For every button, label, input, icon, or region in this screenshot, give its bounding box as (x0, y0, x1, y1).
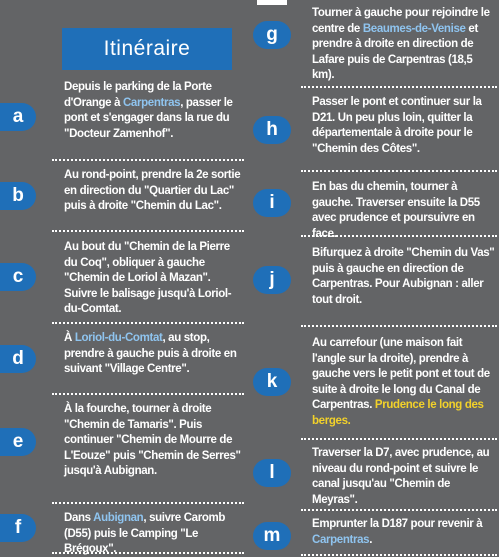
step-b-badge: b (0, 182, 36, 210)
step-k-text (312, 336, 497, 429)
top-bar-decoration (257, 0, 287, 5)
step-divider (301, 325, 497, 327)
page-title: Itinéraire (103, 37, 191, 60)
place-name-highlight: Carpentras (122, 96, 181, 109)
step-b-text (64, 168, 244, 215)
place-name-highlight: Aubignan (93, 512, 144, 524)
step-divider (301, 86, 497, 88)
step-e-badge: e (0, 428, 36, 456)
step-divider (301, 235, 497, 237)
step-d-badge: d (0, 345, 36, 373)
left-column (0, 0, 249, 557)
step-i-badge: i (253, 189, 291, 217)
step-text-run: À (64, 332, 75, 344)
step-text-run: et prendre à droite en direction de Lafare puis de Carpentras (18,5 km). (312, 22, 478, 81)
step-text-run: Au bout du "Chemin de la Pierre du Coq", obliquer à gauche "Chemin de Loriol à Mazan". Suivre le balisage jusqu'à Loriol-du-Comtat. (64, 241, 232, 315)
step-divider (52, 502, 244, 504)
step-g-text (312, 6, 497, 84)
step-text-run: Depuis le parking de la Porte d'Orange à (64, 81, 212, 109)
step-divider (301, 509, 497, 511)
step-i-text (312, 180, 497, 242)
step-f-badge: f (0, 514, 36, 542)
step-f-text (64, 511, 244, 557)
step-c-badge: c (0, 263, 36, 291)
step-k-badge: k (253, 368, 291, 396)
step-l-badge: l (253, 459, 291, 487)
step-divider (52, 393, 244, 395)
step-h-badge: h (253, 116, 291, 144)
step-j-badge: j (253, 266, 291, 294)
step-text-run: Traverser la D7, avec prudence, au niveau du rond-point et suivre le canal jusqu'au "Chemin de Meyras". (312, 447, 490, 506)
place-name-highlight: Carpentras (312, 533, 370, 546)
step-text-run: Au carrefour (une maison fait l'angle sur la droite), prendre à gauche vers le petit pont et tout de suite à droite le long du Canal de Carpentras. (312, 337, 490, 411)
step-text-run: . (369, 533, 373, 546)
step-text-run: À la fourche, tourner à droite "Chemin de Tamaris". Puis continuer "Chemin de Mourre de L'Eouze" puis "Chemin de Serres" jusqu'à Aubignan. (64, 403, 241, 477)
step-divider (52, 230, 244, 232)
step-divider (52, 159, 244, 161)
step-c-text (64, 240, 244, 318)
step-d-text (64, 331, 244, 378)
step-divider (52, 322, 244, 324)
step-text-run: Emprunter la D187 pour revenir à (312, 518, 483, 530)
step-divider (301, 170, 497, 172)
itinerary-title-box (62, 28, 232, 70)
step-g-badge: g (253, 21, 291, 49)
step-text-run: , au stop, prendre à gauche puis à droite en suivant "Village Centre". (64, 332, 237, 375)
step-e-text (64, 402, 244, 480)
step-text-run: Au rond-point, prendre la 2e sortie en direction du "Quartier du Lac" puis à droite "Chemin du Lac". (64, 169, 241, 212)
step-text-run: Passer le pont et continuer sur la D21. Un peu plus loin, quitter la départementale à droite pour le "Chemin des Côtes". (312, 96, 482, 155)
step-text-run: , suivre Caromb (D55) puis le Camping "Le Brégoux". (64, 512, 226, 555)
step-text-run: Dans (64, 512, 94, 524)
step-text-run: , passer le pont et s'engager dans la rue du "Docteur Zamenhof". (64, 96, 233, 140)
place-name-highlight: Loriol-du-Comtat (74, 332, 163, 344)
step-l-text (312, 446, 497, 508)
step-m-text (312, 517, 497, 548)
step-h-text (312, 95, 497, 157)
step-divider (301, 438, 497, 440)
step-a-text (64, 80, 244, 142)
place-name-highlight: Beaumes-de-Venise (362, 22, 466, 35)
step-text-run: En bas du chemin, tourner à gauche. Traverser ensuite la D55 avec prudence et poursuivre en face. (312, 181, 480, 240)
step-a-badge: a (0, 103, 36, 131)
step-j-text (312, 246, 497, 308)
right-column (249, 0, 499, 557)
step-text-run: Tourner à gauche pour rejoindre le centre de (312, 7, 490, 35)
caution-note: Prudence le long des berges. (312, 399, 484, 427)
step-text-run: Bifurquez à droite "Chemin du Vas" puis à gauche en direction de Carpentras. Pour Aubignan : aller tout droit. (312, 247, 495, 306)
step-divider (301, 554, 497, 556)
step-m-badge: m (253, 522, 291, 550)
step-divider (52, 552, 244, 554)
